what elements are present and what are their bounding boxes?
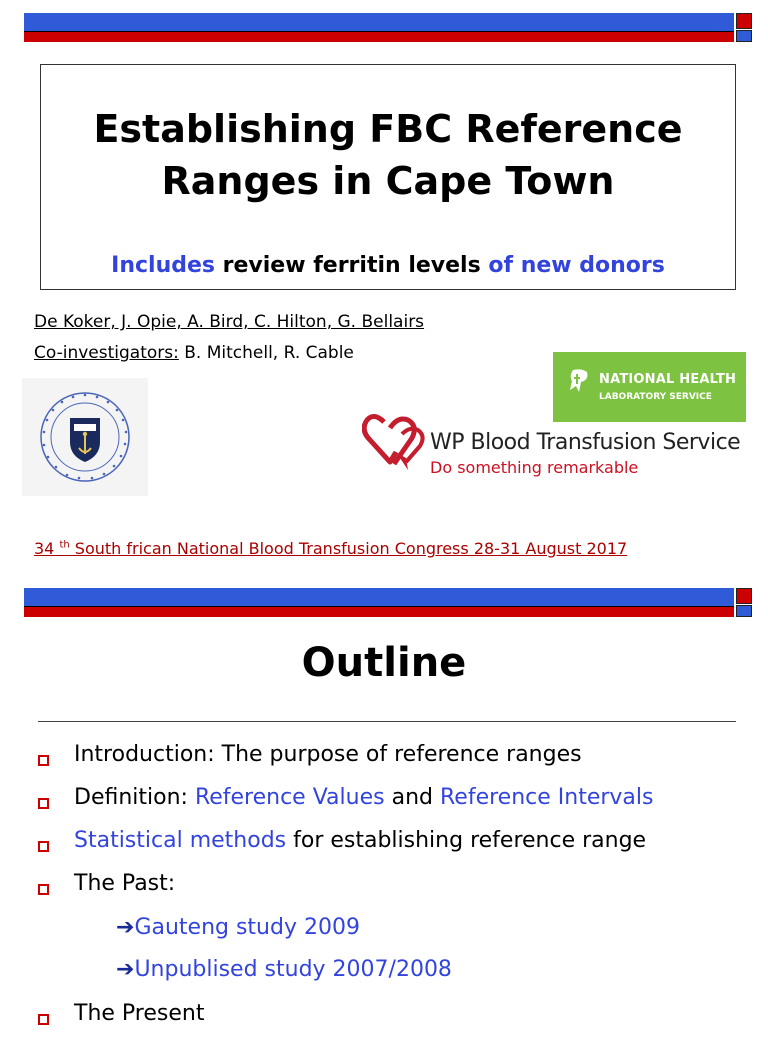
authors-line (34, 312, 424, 332)
bullet-segment: Introduction: The purpose of reference ranges (74, 742, 582, 767)
nhls-emblem-icon (567, 368, 591, 394)
outline-bullet (0, 742, 768, 782)
header-square-red (736, 588, 752, 604)
outline-bullet (0, 871, 768, 911)
slide-subtitle (41, 253, 735, 278)
congress-ordinal: th (59, 539, 70, 551)
wp-tagline: Do something remarkable (430, 458, 639, 477)
bullet-term: Reference Intervals (439, 785, 654, 810)
bullet-square-icon (38, 798, 49, 809)
congress-number: 34 (34, 539, 55, 558)
header-square-red (736, 13, 752, 29)
header-square-blue (736, 605, 752, 617)
nhls-subname: LABORATORY SERVICE (599, 392, 712, 402)
coinvestigators-line (34, 343, 354, 363)
header-bar-red (24, 607, 734, 617)
uct-seal-logo (22, 378, 148, 496)
outline-sub-item (0, 957, 768, 997)
bullet-segment: Definition: (74, 785, 195, 810)
outline-bullet (0, 785, 768, 825)
title-line-2: Ranges in Cape Town (161, 159, 615, 203)
bullet-square-icon (38, 841, 49, 852)
subtitle-middle: review ferritin levels (215, 253, 489, 278)
outline-title: Outline (301, 640, 467, 686)
bullet-segment: and (384, 785, 440, 810)
bullet-square-icon (38, 1014, 49, 1025)
sub-item-label: Gauteng study 2009 (134, 915, 360, 940)
title-box (40, 64, 736, 290)
congress-text: South frican National Blood Transfusion Congress 28-31 August 2017 (69, 539, 628, 558)
title-line-1: Establishing FBC Reference (93, 107, 683, 151)
header-bar-blue (24, 13, 734, 31)
sub-item-text (116, 915, 360, 940)
sub-item-label: Unpublised study 2007/2008 (134, 957, 452, 982)
header-bar-blue (24, 588, 734, 606)
bullet-text (74, 828, 646, 853)
outline-bullet (0, 1001, 768, 1041)
header-square-blue (736, 30, 752, 42)
sub-item-text (116, 957, 452, 982)
title-divider (38, 721, 736, 722)
bullet-term: Reference Values (194, 785, 385, 810)
bullet-text (74, 742, 582, 767)
bullet-segment: The Past: (74, 871, 176, 896)
congress-line (34, 539, 627, 558)
authors-names: De Koker, J. Opie, A. Bird, C. Hilton, G. Bellairs (34, 312, 425, 332)
bullet-term: Statistical methods (74, 828, 287, 853)
slide-title (41, 103, 735, 207)
outline-slide (0, 580, 768, 1024)
wp-service-name: WP Blood Transfusion Service (430, 430, 741, 455)
outline-bullet (0, 828, 768, 868)
bullet-text (74, 785, 653, 810)
subtitle-end: of new donors (488, 253, 665, 278)
coinvestigators-label: Co-investigators: (34, 343, 179, 363)
arrow-right-icon: ➔ (116, 915, 135, 940)
outline-sub-item (0, 915, 768, 955)
subtitle-includes: Includes (111, 253, 215, 278)
bullet-text: The Present (74, 1001, 205, 1026)
coinvestigators-names: B. Mitchell, R. Cable (178, 343, 354, 363)
bullet-square-icon (38, 884, 49, 895)
nhls-logo (553, 352, 746, 422)
bullet-segment: for establishing reference range (286, 828, 647, 853)
bullet-square-icon (38, 755, 49, 766)
header-bar-red (24, 32, 734, 42)
bullet-text (74, 871, 175, 896)
wp-hearts-icon (362, 412, 428, 476)
arrow-right-icon: ➔ (116, 957, 135, 982)
nhls-name: NATIONAL HEALTH (599, 372, 737, 387)
